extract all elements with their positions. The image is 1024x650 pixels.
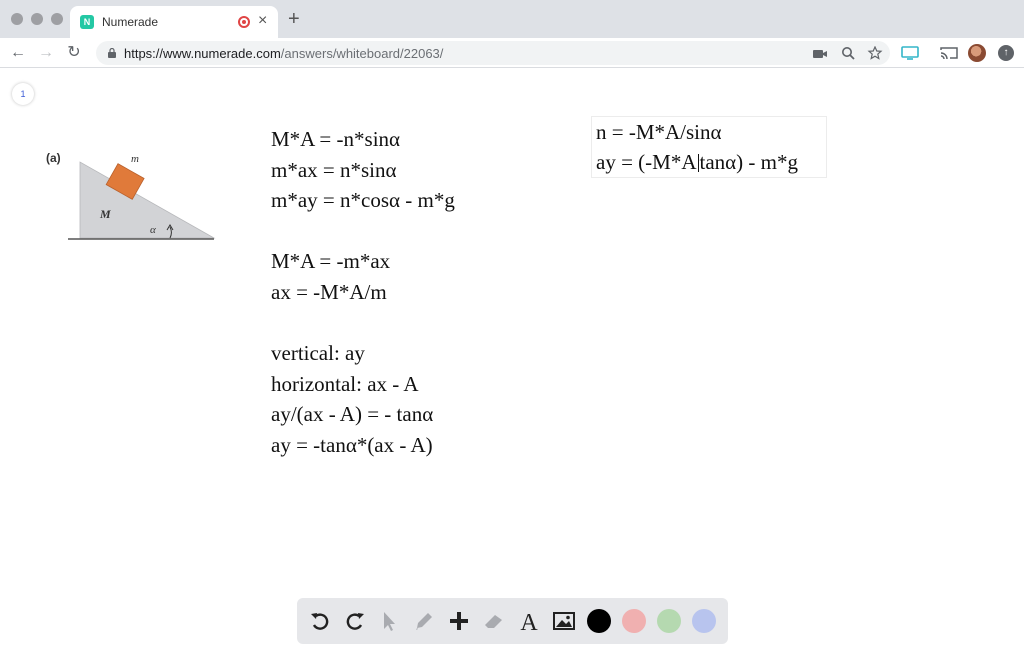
url-text — [124, 46, 443, 61]
numerade-favicon-icon: N — [80, 15, 94, 29]
equation-line: m*ay = n*cosα - m*g — [271, 188, 455, 213]
equation-text-block[interactable] — [271, 124, 455, 461]
pointer-icon[interactable] — [377, 609, 401, 633]
update-icon[interactable]: ↑ — [998, 45, 1014, 61]
text-after-cursor: tanα) - m*g — [699, 150, 798, 174]
angle-label: α — [150, 224, 156, 236]
image-icon[interactable] — [552, 609, 576, 633]
whiteboard-canvas[interactable] — [0, 69, 1024, 650]
browser-toolbar — [0, 38, 1024, 68]
incline-wedge-figure — [42, 144, 218, 254]
eraser-icon[interactable] — [482, 609, 506, 633]
url-host: https://www.numerade.com — [124, 46, 281, 61]
wedge-mass-label: M — [100, 207, 111, 221]
plus-icon[interactable] — [447, 609, 471, 633]
redo-icon[interactable] — [343, 609, 367, 633]
screen-extension-icon[interactable] — [901, 46, 919, 60]
close-window-button[interactable] — [11, 13, 23, 25]
text-icon[interactable] — [517, 609, 541, 633]
bookmark-star-icon[interactable] — [867, 46, 883, 60]
profile-avatar[interactable] — [968, 44, 986, 62]
minimize-window-button[interactable] — [31, 13, 43, 25]
equation-line: ay/(ax - A) = - tanα — [271, 402, 434, 427]
equation-line: horizontal: ax - A — [271, 371, 419, 396]
address-bar[interactable] — [96, 41, 890, 65]
color-swatch-green[interactable] — [657, 609, 681, 633]
tab-bar — [0, 0, 1024, 38]
equation-line — [271, 216, 455, 247]
active-text-box[interactable] — [591, 116, 827, 178]
tab-title: Numerade — [102, 15, 159, 29]
equation-line: M*A = -n*sinα — [271, 127, 401, 151]
cast-icon[interactable] — [940, 46, 958, 60]
drawing-tool-palette — [297, 598, 728, 644]
url-path: /answers/whiteboard/22063/ — [280, 46, 444, 61]
reload-button[interactable]: ↻ — [67, 44, 81, 61]
undo-icon[interactable] — [308, 609, 332, 633]
equation-line: n = -M*A/sinα — [596, 120, 722, 144]
page-number-badge[interactable]: 1 — [12, 83, 34, 105]
color-swatch-black[interactable] — [587, 609, 611, 633]
lock-icon — [108, 48, 116, 58]
camera-icon[interactable] — [812, 47, 828, 61]
zoom-icon[interactable] — [840, 46, 856, 60]
block-mass-label: m — [131, 153, 139, 165]
maximize-window-button[interactable] — [51, 13, 63, 25]
color-swatch-pink[interactable] — [622, 609, 646, 633]
text-cursor — [698, 154, 699, 172]
equation-line: ay = -tanα*(ax - A) — [271, 432, 433, 457]
new-tab-button[interactable]: + — [288, 8, 300, 30]
equation-line: M*A = -m*ax — [271, 249, 391, 274]
text-tool-glyph: A — [520, 610, 538, 633]
color-swatch-blue[interactable] — [692, 609, 716, 633]
browser-tab[interactable] — [70, 6, 278, 38]
forward-button[interactable]: → — [38, 44, 54, 61]
back-button[interactable]: ← — [10, 44, 26, 61]
close-tab-icon[interactable]: × — [258, 12, 268, 29]
figure-part-label: (a) — [46, 151, 61, 165]
equation-line — [271, 308, 455, 339]
text-before-cursor: ay = (-M*A — [596, 150, 697, 174]
equation-line: m*ax = n*sinα — [271, 157, 397, 182]
equation-line: vertical: ay — [271, 341, 365, 366]
pen-icon[interactable] — [412, 609, 436, 633]
equation-line-editing — [596, 147, 826, 177]
recording-icon — [238, 16, 250, 28]
equation-line: ax = -M*A/m — [271, 279, 387, 304]
